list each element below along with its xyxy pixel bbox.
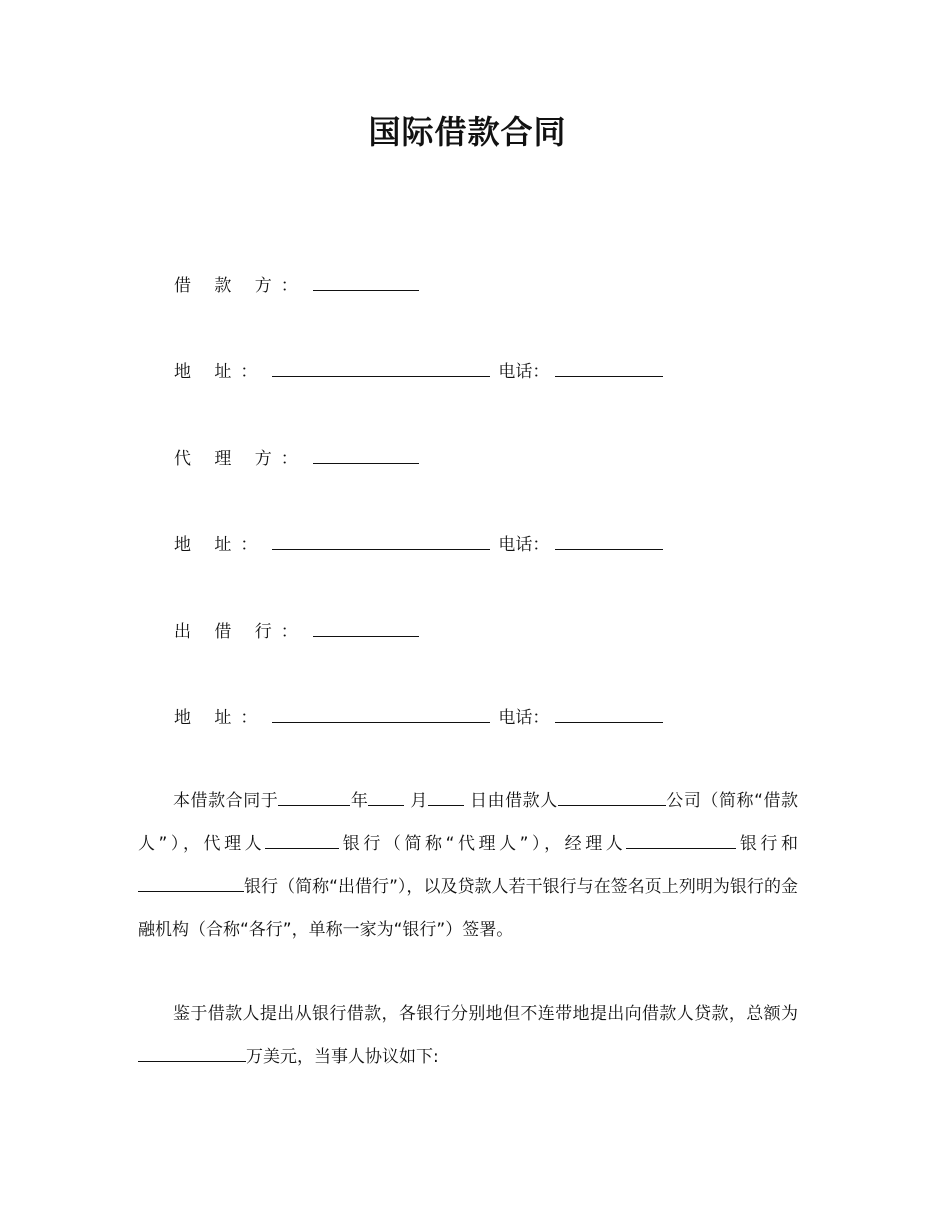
borrower-address-row	[174, 356, 663, 385]
agent-blank[interactable]	[313, 443, 419, 464]
lender-address-row	[174, 702, 663, 731]
manager-bank-blank[interactable]	[626, 828, 736, 849]
agent-address-row	[174, 529, 663, 558]
borrower-address-blank[interactable]	[272, 356, 490, 377]
preamble-text-1: 本借款合同于	[173, 791, 279, 811]
borrower-blank[interactable]	[313, 270, 419, 291]
document-title: 国际借款合同	[368, 113, 567, 151]
borrower-company-blank[interactable]	[558, 785, 666, 806]
lending-bank-blank[interactable]	[138, 871, 244, 892]
preamble-text-2: 年	[350, 791, 369, 811]
agent-bank-blank[interactable]	[265, 828, 339, 849]
date-day-blank[interactable]	[278, 785, 350, 806]
lender-blank[interactable]	[313, 616, 419, 637]
agent-row	[174, 443, 419, 472]
borrower-row	[174, 270, 419, 299]
agent-address-label: 地 址：	[174, 535, 267, 555]
borrower-phone-label: 电话：	[498, 362, 550, 382]
whereas-paragraph	[138, 993, 798, 1079]
borrower-phone-blank[interactable]	[555, 356, 663, 377]
whereas-text-2: 万美元，当事人协议如下:	[246, 1047, 439, 1067]
agent-address-blank[interactable]	[272, 529, 490, 550]
whereas-text-1: 鉴于借款人提出从银行借款，各银行分别地但不连带地提出向借款人贷款，总额为	[173, 1004, 798, 1024]
lender-label: 出 借 行：	[174, 622, 307, 642]
preamble-text-7: 银行和	[736, 834, 798, 854]
lender-address-blank[interactable]	[272, 702, 490, 723]
total-amount-blank[interactable]	[138, 1041, 246, 1062]
borrower-address-label: 地 址：	[174, 362, 267, 382]
agent-phone-label: 电话：	[498, 535, 550, 555]
borrower-label: 借 款 方：	[174, 276, 307, 296]
preamble-paragraph	[138, 780, 798, 952]
lender-phone-label: 电话：	[498, 708, 550, 728]
preamble-text-5: 公司（简称“借款人”），代理人	[138, 791, 799, 854]
preamble-text-8: 银行（简称“出借行”），以及贷款人若干银行与在签名页上列明为银行的金融机构（合称“各行”，单称一家为“银行”）签署。	[138, 877, 798, 940]
lender-phone-blank[interactable]	[555, 702, 663, 723]
lender-address-label: 地 址：	[174, 708, 267, 728]
lender-row	[174, 616, 419, 645]
day-blank[interactable]	[428, 785, 464, 806]
preamble-text-4: 日由借款人	[464, 791, 558, 811]
agent-label: 代 理 方：	[174, 449, 307, 469]
month-blank[interactable]	[368, 785, 404, 806]
agent-phone-blank[interactable]	[555, 529, 663, 550]
preamble-text-3: 月	[404, 791, 428, 811]
preamble-text-6: 银行（简称“代理人”），经理人	[339, 834, 627, 854]
